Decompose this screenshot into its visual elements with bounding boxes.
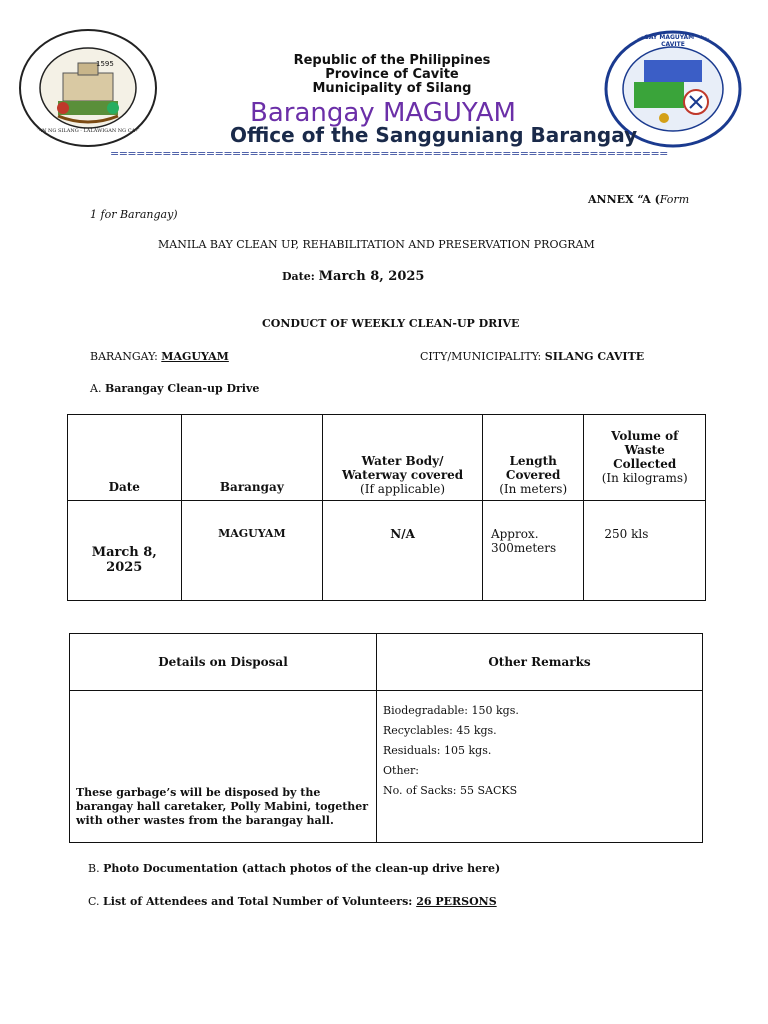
header-disposal-text: Details on Disposal bbox=[158, 655, 288, 669]
header-water-body-text: Water Body/ Waterway covered bbox=[341, 454, 464, 482]
header-remarks-text: Other Remarks bbox=[488, 655, 591, 669]
header-water-body-sub: (If applicable) bbox=[360, 482, 446, 496]
barangay-value: MAGUYAM bbox=[161, 350, 229, 363]
header-length-sub: (In meters) bbox=[499, 482, 568, 496]
header-barangay bbox=[181, 415, 323, 501]
remarks-list bbox=[383, 701, 696, 801]
disposal-details bbox=[70, 691, 377, 843]
province-line: Province of Cavite bbox=[325, 67, 459, 82]
section-a-heading bbox=[90, 382, 259, 395]
disposal-details-text: These garbage’s will be disposed by the barangay hall caretaker, Polly Mabini, together with other wastes from the barangay hall. bbox=[76, 786, 369, 827]
annex-prefix: ANNEX “A ( bbox=[588, 193, 660, 206]
row-volume bbox=[584, 501, 706, 601]
header-date bbox=[68, 415, 182, 501]
office-title: Office of the Sangguniang Barangay bbox=[230, 123, 638, 147]
list-item: No. of Sacks: 55 SACKS bbox=[383, 784, 518, 797]
city-label: CITY/MUNICIPALITY: bbox=[420, 350, 545, 363]
date-line bbox=[282, 269, 424, 284]
row-water-body-text: N/A bbox=[390, 527, 415, 541]
annex-label bbox=[588, 193, 689, 206]
row-barangay-text: MAGUYAM bbox=[218, 527, 286, 540]
row-water-body bbox=[323, 501, 483, 601]
header-water-body bbox=[323, 415, 483, 501]
barangay-label: BARANGAY: bbox=[90, 350, 162, 363]
row-volume-text: 250 kls bbox=[604, 527, 649, 541]
header-rule: ================================================================ bbox=[110, 147, 668, 160]
row-date-text: March 8, 2025 bbox=[91, 545, 157, 575]
row-length-text: Approx. 300meters bbox=[490, 527, 557, 555]
disposal-table bbox=[69, 633, 703, 843]
header-volume bbox=[584, 415, 706, 501]
list-item: Biodegradable: 150 kgs. bbox=[383, 704, 519, 717]
list-item: Residuals: 105 kgs. bbox=[383, 744, 492, 757]
header-length-text: Length Covered bbox=[505, 454, 561, 482]
municipality-line: Municipality of Silang bbox=[312, 81, 472, 96]
section-a-letter: A. bbox=[90, 382, 105, 395]
left-seal-text: BAYAN NG SILANG · LALAWIGAN NG CAVITE bbox=[28, 128, 148, 134]
header-volume-text: Volume of Waste Collected bbox=[611, 429, 679, 471]
row-barangay bbox=[181, 501, 323, 601]
row-length bbox=[482, 501, 583, 601]
list-item: Recyclables: 45 kgs. bbox=[383, 724, 497, 737]
right-seal-text: BARANGAY MAGUYAM · SILANG CAVITE bbox=[620, 34, 726, 48]
date-value: March 8, 2025 bbox=[318, 269, 425, 284]
header-volume-sub: (In kilograms) bbox=[601, 471, 688, 485]
header-length bbox=[482, 415, 583, 501]
other-remarks bbox=[377, 691, 703, 843]
table-header-row bbox=[68, 415, 706, 501]
header-remarks bbox=[377, 634, 703, 691]
left-seal-year: 1595 bbox=[96, 60, 114, 68]
section-c-heading bbox=[88, 895, 497, 908]
annex-italic: Form bbox=[659, 193, 690, 206]
section-b-heading bbox=[88, 862, 500, 875]
city-value: SILANG CAVITE bbox=[544, 350, 645, 363]
header-barangay-text: Barangay bbox=[219, 480, 284, 494]
section-b-letter: B. bbox=[88, 862, 104, 875]
barangay-title: Barangay MAGUYAM bbox=[250, 98, 516, 128]
section-c-letter: C. bbox=[88, 895, 104, 908]
program-title: MANILA BAY CLEAN UP, REHABILITATION AND PRESERVATION PROGRAM bbox=[158, 238, 595, 251]
section-c-title: List of Attendees and Total Number of Volunteers: bbox=[103, 895, 417, 908]
header-disposal bbox=[70, 634, 377, 691]
table-row bbox=[68, 501, 706, 601]
table-header-row bbox=[70, 634, 703, 691]
section-c-value: 26 PERSONS bbox=[416, 895, 497, 908]
section-b-title: Photo Documentation (attach photos of the clean-up drive here) bbox=[103, 862, 501, 875]
list-item: Other: bbox=[383, 764, 419, 777]
city-line bbox=[420, 350, 644, 363]
header-date-text: Date bbox=[108, 480, 140, 494]
cleanup-drive-table bbox=[67, 414, 706, 601]
republic-line: Republic of the Philippines bbox=[293, 53, 491, 68]
annex-continuation: 1 for Barangay) bbox=[90, 208, 178, 221]
row-date bbox=[68, 501, 182, 601]
date-label: Date: bbox=[282, 270, 319, 283]
table-row bbox=[70, 691, 703, 843]
conduct-title: CONDUCT OF WEEKLY CLEAN-UP DRIVE bbox=[262, 317, 520, 330]
barangay-line bbox=[90, 350, 229, 363]
section-a-title: Barangay Clean-up Drive bbox=[104, 382, 260, 395]
